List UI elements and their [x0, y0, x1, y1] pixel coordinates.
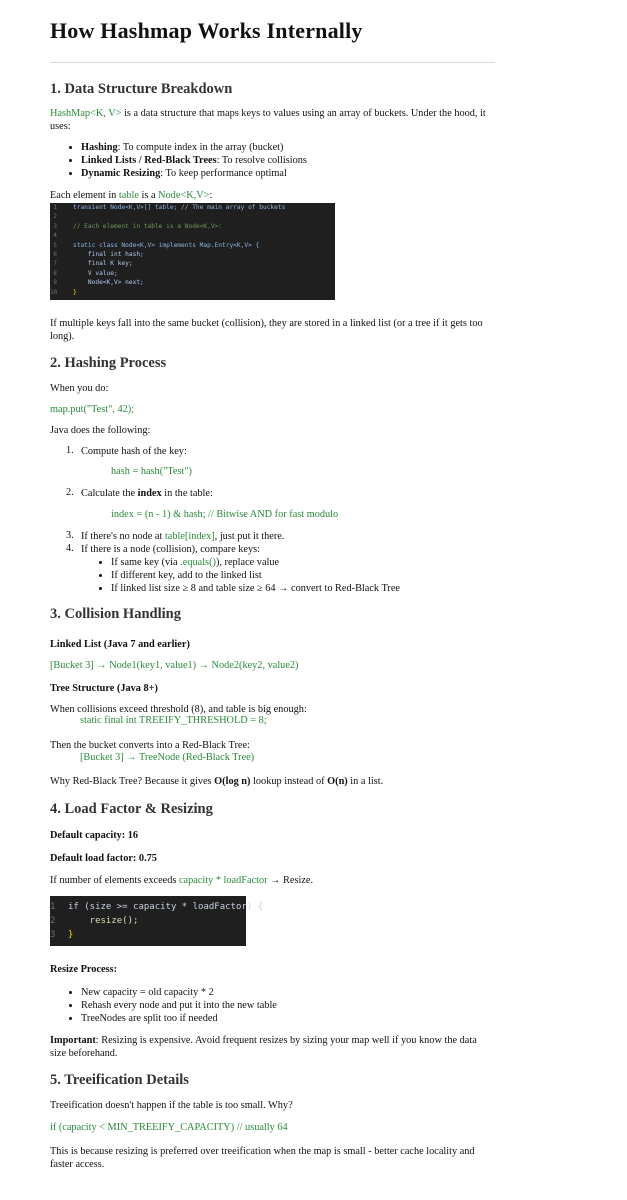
line-number: 1 — [50, 902, 56, 912]
bullet-text: : To keep performance optimal — [160, 168, 287, 179]
text: If there's no node at — [81, 531, 165, 542]
step-4 — [50, 543, 495, 556]
text: If same key (via — [111, 557, 181, 568]
line-number: 10 — [50, 288, 58, 296]
code-line — [50, 928, 246, 942]
s1-collision-note: If multiple keys fall into the same bucket (collision), they are stored in a linked list (or a tree if it gets too long). — [50, 318, 483, 342]
s2-steps — [50, 445, 495, 594]
important-note — [50, 1034, 495, 1060]
text: Why Red-Black Tree? Because it gives — [50, 776, 215, 787]
resize-title: Resize Process: — [50, 964, 117, 975]
text: ), replace value — [215, 557, 280, 568]
inline-code: .equals() — [180, 557, 216, 568]
code-text: V value; — [73, 269, 118, 277]
code-line — [50, 914, 246, 928]
bold-text: index — [137, 488, 162, 499]
list-item: • If linked list size ≥ 8 and table size ≥ 64 → convert to Red-Black Tree — [111, 582, 525, 595]
code-line — [50, 269, 335, 278]
code-text: final K key; — [73, 260, 133, 268]
list-item: • If different key, add to the linked list — [111, 569, 525, 582]
line-number: 1 — [53, 204, 57, 211]
exceeds-text — [50, 874, 313, 887]
code-line — [50, 231, 335, 240]
treeify-code: if (capacity < MIN_TREEIFY_CAPACITY) // usually 64 — [50, 1122, 288, 1133]
step-2 — [50, 487, 495, 500]
bullet-text: : To resolve collisions — [216, 155, 307, 166]
code-line — [50, 278, 335, 287]
code-line — [50, 259, 335, 268]
step-number: 1. — [66, 445, 74, 456]
then-code: [Bucket 3] → TreeNode (Red-Black Tree) — [80, 752, 255, 763]
code-line — [50, 203, 335, 212]
inline-code: capacity * loadFactor — [178, 875, 268, 886]
step-1-code: hash = hash("Test") — [111, 466, 192, 477]
s1-each-element — [50, 189, 212, 202]
section-1-heading: 1. Data Structure Breakdown — [50, 81, 233, 97]
code-text: Node<K,V> next; — [73, 279, 144, 287]
step-4-sublist — [80, 556, 525, 595]
code-text: // Each element in table is a Node<K,V>: — [73, 222, 223, 230]
list-item: • New capacity = old capacity * 2 — [81, 986, 526, 999]
line-number: 9 — [53, 279, 57, 287]
step-text: If there is a node (collision), compare keys: — [81, 544, 260, 555]
text: is a — [138, 190, 159, 201]
s1-intro-text: is a data structure that maps keys to values using an array of buckets. Under the hood, it uses: — [50, 108, 486, 132]
bullet-bold: Dynamic Resizing — [81, 168, 161, 179]
text: → Resize. — [267, 875, 314, 886]
bullet-text: : To compute index in the array (bucket) — [117, 142, 284, 153]
code-text: } — [73, 288, 77, 296]
s1-intro — [50, 107, 495, 133]
treeify-question: Treeification doesn't happen if the table is too small. Why? — [50, 1100, 293, 1111]
list-item — [111, 556, 525, 569]
tree-title: Tree Structure (Java 8+) — [50, 683, 158, 694]
code-text: } — [68, 930, 74, 940]
list-item: • TreeNodes are split too if needed — [81, 1012, 526, 1025]
code-line — [50, 900, 264, 914]
text: Calculate the — [81, 488, 138, 499]
resize-list — [50, 986, 526, 1025]
code-line — [50, 212, 335, 221]
default-load-factor: Default load factor: 0.75 — [50, 853, 157, 864]
code-block-node — [50, 203, 335, 300]
step-2-code: index = (n - 1) & hash; // Bitwise AND for fast modulo — [111, 509, 339, 520]
list-item — [81, 154, 526, 167]
ll-title: Linked List (Java 7 and earlier) — [50, 639, 190, 650]
text: : Resizing is expensive. Avoid frequent resizes by sizing your map well if you know the data size beforehand. — [50, 1035, 477, 1059]
code-text: static class Node<K,V> implements Map.Entry<K,V> { — [73, 241, 260, 249]
why-rbt — [50, 775, 383, 788]
s2-java-does: Java does the following: — [50, 425, 151, 436]
list-item — [81, 167, 526, 180]
code-line — [50, 241, 335, 250]
section-4-heading: 4. Load Factor & Resizing — [50, 801, 213, 817]
then-text: Then the bucket converts into a Red-Black Tree: — [50, 740, 250, 751]
inline-code: HashMap<K, V> — [50, 108, 122, 119]
step-3 — [50, 530, 495, 543]
step-text — [81, 530, 284, 543]
code-block-resize — [50, 896, 264, 946]
s1-bullet-list — [50, 141, 526, 180]
bullet-bold: Hashing — [81, 142, 118, 153]
bullet-bold: Linked Lists / Red-Black Trees — [81, 155, 217, 166]
bold-text: O(n) — [327, 776, 348, 787]
line-number: 6 — [53, 251, 57, 259]
line-number: 7 — [53, 260, 57, 268]
code-text: final int hash; — [73, 251, 144, 259]
code-line — [50, 250, 335, 259]
code-text: transient Node<K,V>[] table; // The main array of buckets — [73, 204, 286, 211]
step-number: 3. — [66, 530, 74, 541]
step-number: 2. — [66, 487, 74, 498]
bold-text: O(log n) — [214, 776, 251, 787]
line-number: 2 — [53, 213, 57, 221]
section-2-heading: 2. Hashing Process — [50, 355, 167, 371]
inline-code: table[index] — [164, 531, 215, 542]
line-number: 5 — [53, 241, 57, 249]
treeify-answer: This is because resizing is preferred over treeification when the map is small - better cache locality and faster access. — [50, 1146, 475, 1170]
line-number: 2 — [50, 916, 56, 926]
bold-text: Important — [50, 1035, 96, 1046]
default-capacity: Default capacity: 16 — [50, 830, 139, 841]
step-number: 4. — [66, 543, 74, 554]
text: , just put it there. — [214, 531, 285, 542]
section-5-heading: 5. Treeification Details — [50, 1072, 189, 1088]
list-item: • Rehash every node and put it into the new table — [81, 999, 526, 1012]
text: If number of elements exceeds — [50, 875, 179, 886]
code-line — [50, 288, 335, 297]
s2-put-code: map.put("Test", 42); — [50, 404, 135, 415]
ll-code: [Bucket 3] → Node1(key1, value1) → Node2(key2, value2) — [50, 660, 299, 671]
section-3-heading: 3. Collision Handling — [50, 606, 181, 622]
text: in the table: — [161, 488, 213, 499]
list-item — [81, 141, 526, 154]
step-text: Compute hash of the key: — [81, 446, 187, 457]
code-line — [50, 222, 335, 231]
inline-code: table — [118, 190, 139, 201]
text: in a list. — [347, 776, 384, 787]
inline-code: Node<K,V> — [158, 190, 210, 201]
line-number: 8 — [53, 269, 57, 277]
line-number: 4 — [53, 232, 57, 240]
tree-text: When collisions exceed threshold (8), and table is big enough: — [50, 704, 307, 715]
line-number: 3 — [53, 222, 57, 230]
text: lookup instead of — [250, 776, 328, 787]
s2-when: When you do: — [50, 383, 109, 394]
step-text — [81, 487, 213, 500]
title-divider — [50, 62, 495, 63]
tree-code: static final int TREEIFY_THRESHOLD = 8; — [80, 715, 267, 726]
code-text: resize(); — [68, 916, 139, 926]
line-number: 3 — [50, 930, 56, 940]
text: Each element in — [50, 190, 119, 201]
code-text: if (size >= capacity * loadFactor) { — [68, 902, 264, 912]
text: : — [209, 190, 213, 201]
page-title: How Hashmap Works Internally — [50, 18, 363, 43]
step-1 — [50, 445, 495, 458]
